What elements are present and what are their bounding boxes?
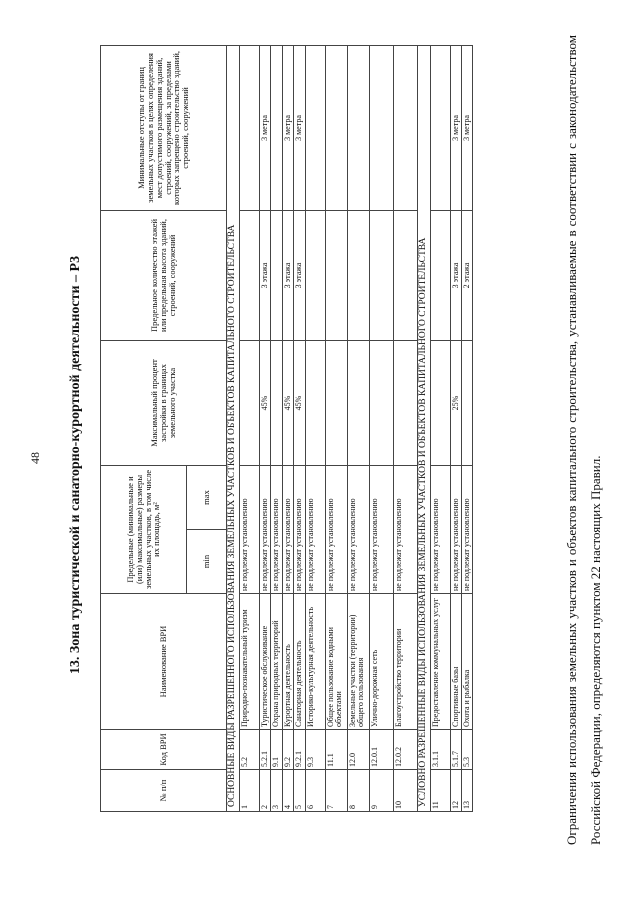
cell-size: не подлежат установлению — [461, 465, 472, 593]
cell-floors — [305, 210, 325, 340]
cell-num: 9 — [369, 770, 393, 812]
table-row — [305, 45, 325, 811]
cell-setback — [305, 45, 325, 210]
cell-percent — [430, 340, 450, 465]
cell-code: 12.0.1 — [369, 730, 393, 770]
cell-code: 5.3 — [461, 730, 472, 770]
table-row — [393, 45, 417, 811]
cell-name: Природно-познавательный туризм — [239, 594, 259, 730]
cell-code: 11.1 — [325, 730, 347, 770]
cell-percent: 45% — [294, 340, 305, 465]
cell-num: 3 — [271, 770, 282, 812]
cell-num: 11 — [430, 770, 450, 812]
cell-num: 10 — [393, 770, 417, 812]
cell-size: не подлежат установлению — [450, 465, 461, 593]
cell-code: 9.2 — [282, 730, 293, 770]
header-num: № п/п — [101, 770, 227, 812]
cell-floors — [325, 210, 347, 340]
table-row — [259, 45, 270, 811]
cell-name: Общее пользование водными объектами — [325, 594, 347, 730]
cell-percent — [461, 340, 472, 465]
cell-setback: 3 метра — [259, 45, 270, 210]
cell-percent — [271, 340, 282, 465]
cell-name: Предоставление коммунальных услуг — [430, 594, 450, 730]
cell-num: 7 — [325, 770, 347, 812]
cell-floors — [239, 210, 259, 340]
header-name: Наименование ВРИ — [101, 594, 227, 730]
cell-name: Историко-культурная деятельность — [305, 594, 325, 730]
cell-size: не подлежат установлению — [239, 465, 259, 593]
header-max: max — [187, 465, 227, 529]
cell-size: не подлежат установлению — [271, 465, 282, 593]
cell-setback: 3 метра — [282, 45, 293, 210]
table-row — [347, 45, 369, 811]
header-code: Код ВРИ — [101, 730, 227, 770]
table-row — [282, 45, 293, 811]
cell-code: 9.1 — [271, 730, 282, 770]
cell-size: не подлежат установлению — [347, 465, 369, 593]
footnote-paragraph: Ограничения использования земельных участков и объектов капитального строительства, устанавливаемые в соответствии с законодательством Российской Федерации, определяются пунктом 22 настоящих Правил. — [564, 35, 603, 845]
cell-code: 12.0 — [347, 730, 369, 770]
cell-percent — [347, 340, 369, 465]
cell-name: Земельные участки (территории) общего пользования — [347, 594, 369, 730]
cell-code: 12.0.2 — [393, 730, 417, 770]
cell-num: 4 — [282, 770, 293, 812]
section-main-title: ОСНОВНЫЕ ВИДЫ РАЗРЕШЕННОГО ИСПОЛЬЗОВАНИЯ ЗЕМЕЛЬНЫХ УЧАСТКОВ И ОБЪЕКТОВ КАПИТАЛЬНОГО СТРОИТЕЛЬСТВА — [227, 45, 240, 811]
cell-num: 5 — [294, 770, 305, 812]
cell-setback — [393, 45, 417, 210]
header-setback: Минимальные отступы от границ земельных участков в целях определения мест допустимого размещения зданий, строений, сооружений, за пределами которых запрещено строительство зданий, строений, сооружений — [101, 45, 227, 210]
cell-percent — [305, 340, 325, 465]
cell-percent — [369, 340, 393, 465]
cell-setback: 3 метра — [450, 45, 461, 210]
cell-floors — [347, 210, 369, 340]
header-min: min — [187, 530, 227, 594]
cell-code: 5.1.7 — [450, 730, 461, 770]
cell-size: не подлежат установлению — [294, 465, 305, 593]
header-floors: Предельное количество этажей или предельная высота зданий, строений, сооружений — [101, 210, 227, 340]
cell-code: 9.3 — [305, 730, 325, 770]
cell-name: Охрана природных территорий — [271, 594, 282, 730]
cell-size: не подлежат установлению — [430, 465, 450, 593]
cell-floors: 3 этажа — [294, 210, 305, 340]
cell-num: 1 — [239, 770, 259, 812]
cell-floors — [393, 210, 417, 340]
section-main-row — [227, 45, 240, 811]
cell-percent: 45% — [259, 340, 270, 465]
cell-setback — [325, 45, 347, 210]
cell-floors: 3 этажа — [450, 210, 461, 340]
cell-setback — [239, 45, 259, 210]
cell-size: не подлежат установлению — [282, 465, 293, 593]
cell-code: 5.2.1 — [259, 730, 270, 770]
cell-code: 3.1.1 — [430, 730, 450, 770]
cell-setback — [430, 45, 450, 210]
cell-num: 8 — [347, 770, 369, 812]
cell-floors: 2 этажа — [461, 210, 472, 340]
table-row — [271, 45, 282, 811]
cell-name: Туристическое обслуживание — [259, 594, 270, 730]
table-row — [450, 45, 461, 811]
cell-size: не подлежат установлению — [305, 465, 325, 593]
cell-name: Улично-дорожная сеть — [369, 594, 393, 730]
table-row — [325, 45, 347, 811]
cell-num: 12 — [450, 770, 461, 812]
table-header-row — [101, 45, 187, 811]
cell-num: 2 — [259, 770, 270, 812]
cell-size: не подлежат установлению — [325, 465, 347, 593]
cell-percent — [393, 340, 417, 465]
section-conditional-title: УСЛОВНО РАЗРЕШЕННЫЕ ВИДЫ ИСПОЛЬЗОВАНИЯ ЗЕМЕЛЬНЫХ УЧАСТКОВ И ОБЪЕКТОВ КАПИТАЛЬНОГО СТРОИТЕЛЬСТВА — [417, 45, 430, 811]
cell-floors — [430, 210, 450, 340]
table-row — [239, 45, 259, 811]
section-conditional-row — [417, 45, 430, 811]
table-row — [294, 45, 305, 811]
cell-name: Благоустройство территории — [393, 594, 417, 730]
cell-code: 5.2 — [239, 730, 259, 770]
cell-name: Санаторная деятельность — [294, 594, 305, 730]
table-row — [461, 45, 472, 811]
cell-setback: 3 метра — [294, 45, 305, 210]
cell-floors — [271, 210, 282, 340]
cell-floors — [369, 210, 393, 340]
cell-size: не подлежат установлению — [259, 465, 270, 593]
cell-num: 13 — [461, 770, 472, 812]
cell-percent: 45% — [282, 340, 293, 465]
cell-code: 9.2.1 — [294, 730, 305, 770]
cell-setback — [347, 45, 369, 210]
cell-setback: 3 метра — [461, 45, 472, 210]
table-row — [430, 45, 450, 811]
page-title: 13. Зона туристической и санаторно-курортной деятельности – Р3 — [68, 255, 83, 675]
cell-setback — [369, 45, 393, 210]
cell-name: Спортивные базы — [450, 594, 461, 730]
zoning-table — [100, 45, 473, 812]
cell-setback — [271, 45, 282, 210]
cell-name: Курортная деятельность — [282, 594, 293, 730]
cell-name: Охота и рыбалка — [461, 594, 472, 730]
cell-floors: 3 этажа — [282, 210, 293, 340]
cell-num: 6 — [305, 770, 325, 812]
page-number: 48 — [28, 452, 42, 464]
cell-size: не подлежат установлению — [393, 465, 417, 593]
cell-size: не подлежат установлению — [369, 465, 393, 593]
table-row — [369, 45, 393, 811]
cell-percent: 25% — [450, 340, 461, 465]
cell-percent — [325, 340, 347, 465]
cell-floors: 3 этажа — [259, 210, 270, 340]
cell-percent — [239, 340, 259, 465]
header-percent: Максимальный процент застройки в границах земельного участка — [101, 340, 227, 465]
header-size-group: Предельные (минимальные и (или) максимальные) размеры земельных участков, в том числе их площадь, м² — [101, 465, 187, 593]
